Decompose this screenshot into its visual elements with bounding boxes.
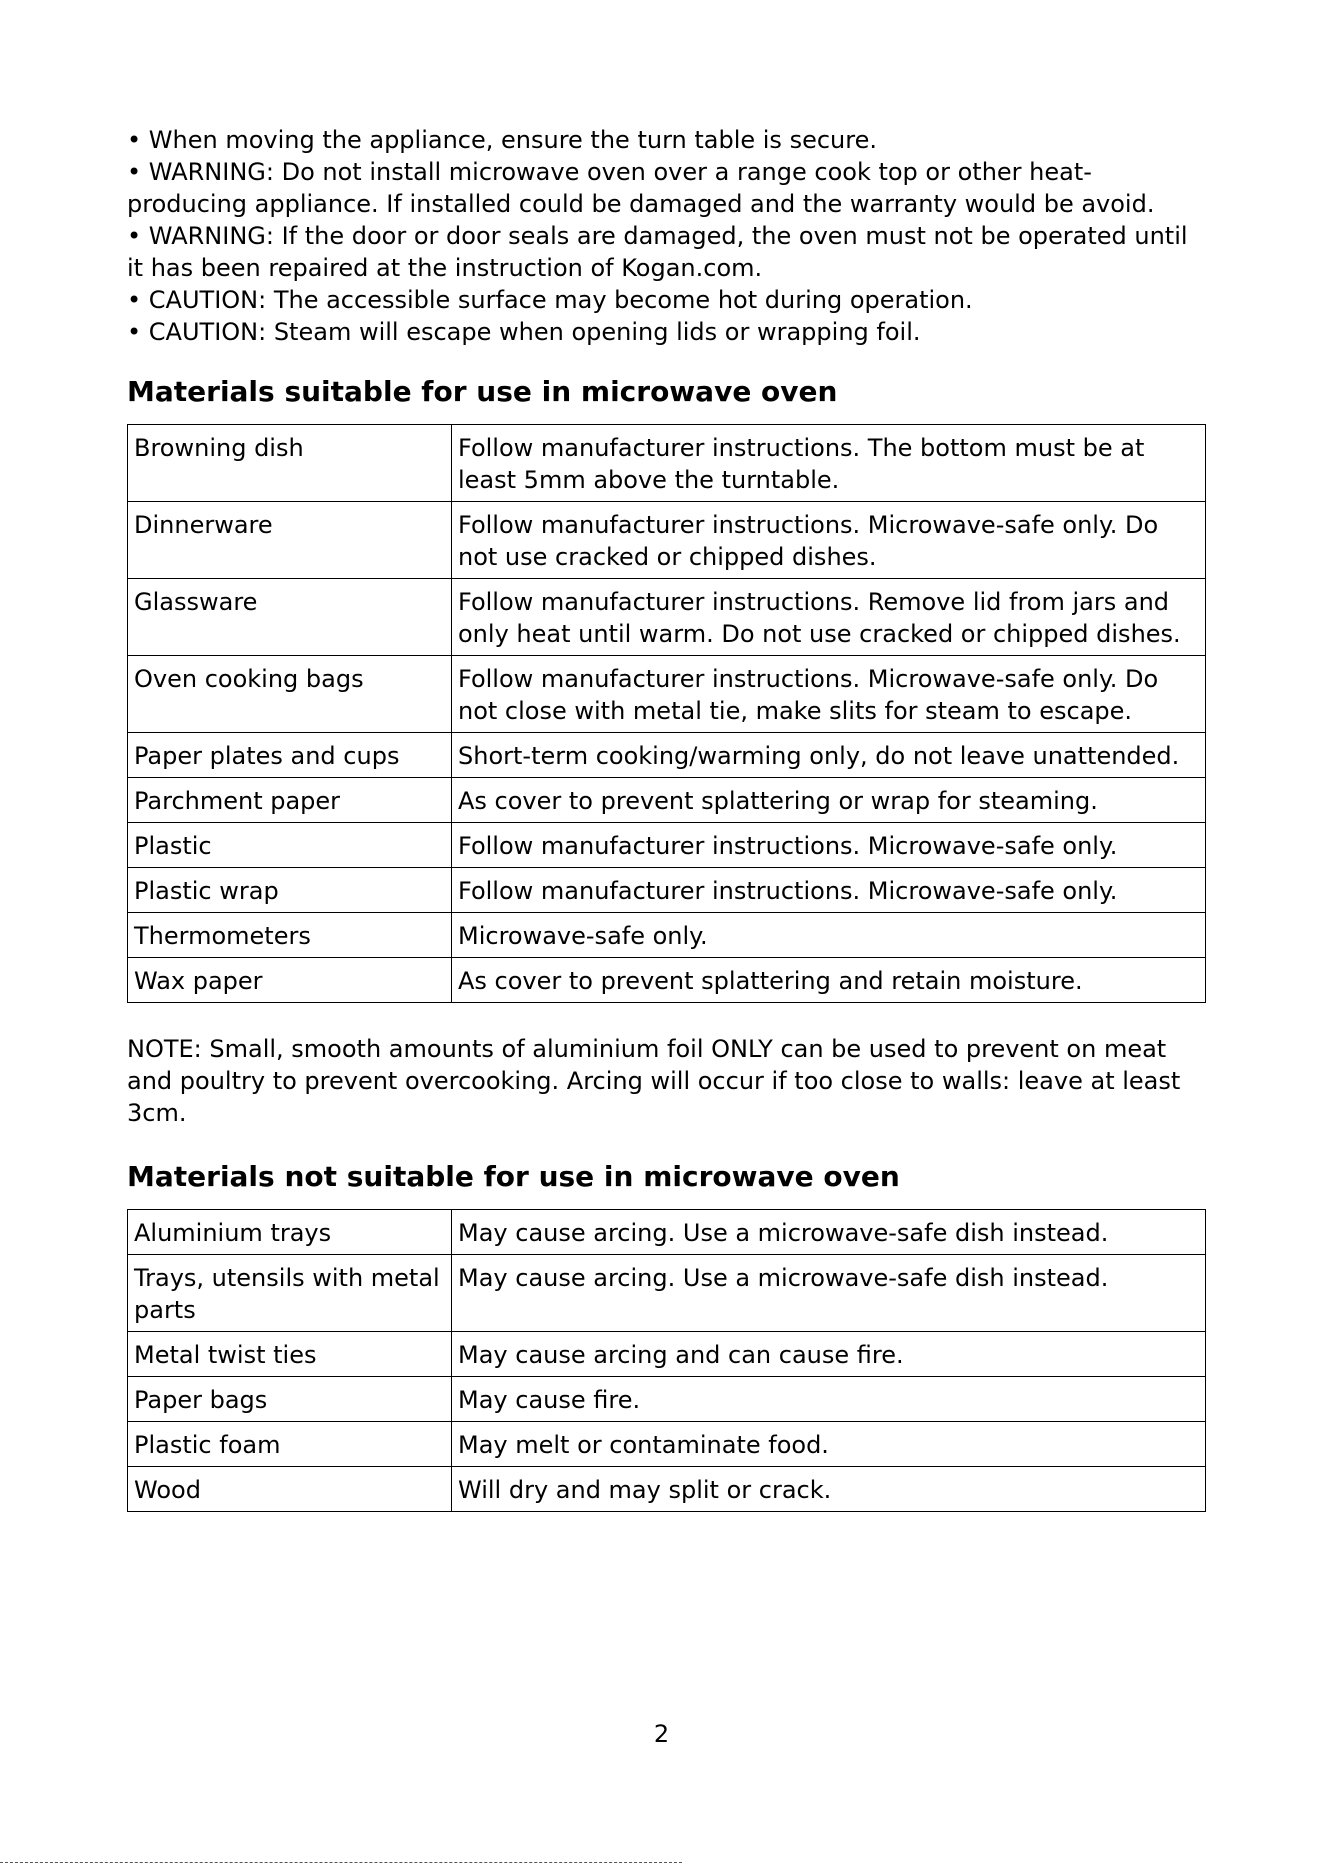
table-row: [128, 502, 1206, 579]
safety-bullet-list: [127, 124, 1205, 348]
table-row: [128, 1377, 1206, 1422]
table-row: [128, 1210, 1206, 1255]
material-guidance: As cover to prevent splattering and retain moisture.: [452, 958, 1206, 1003]
material-guidance: May cause arcing. Use a microwave-safe dish instead.: [452, 1255, 1206, 1332]
table-row: [128, 778, 1206, 823]
material-guidance: May cause arcing and can cause fire.: [452, 1332, 1206, 1377]
table-row: [128, 958, 1206, 1003]
material-guidance: Follow manufacturer instructions. Microwave-safe only. Do not use cracked or chipped dishes.: [452, 502, 1206, 579]
material-guidance: Follow manufacturer instructions. Microwave-safe only.: [452, 868, 1206, 913]
bullet-caution-surface: • CAUTION: The accessible surface may become hot during operation.: [127, 286, 973, 314]
material-name: Browning dish: [128, 425, 452, 502]
material-name: Paper plates and cups: [128, 733, 452, 778]
table-row: [128, 823, 1206, 868]
material-guidance: Follow manufacturer instructions. The bottom must be at least 5mm above the turntable.: [452, 425, 1206, 502]
material-name: Oven cooking bags: [128, 656, 452, 733]
unsuitable-materials-heading: Materials not suitable for use in microwave oven: [127, 1160, 900, 1193]
material-name: Glassware: [128, 579, 452, 656]
material-name: Plastic foam: [128, 1422, 452, 1467]
material-name: Aluminium trays: [128, 1210, 452, 1255]
material-guidance: May melt or contaminate food.: [452, 1422, 1206, 1467]
table-row: [128, 733, 1206, 778]
table-row: [128, 868, 1206, 913]
unsuitable-materials-table: [127, 1209, 1206, 1512]
material-guidance: As cover to prevent splattering or wrap for steaming.: [452, 778, 1206, 823]
material-guidance: Follow manufacturer instructions. Remove lid from jars and only heat until warm. Do not use cracked or chipped dishes.: [452, 579, 1206, 656]
page-number: 2: [653, 1720, 670, 1748]
material-name: Paper bags: [128, 1377, 452, 1422]
material-name: Thermometers: [128, 913, 452, 958]
table-row: [128, 913, 1206, 958]
table-row: [128, 1467, 1206, 1512]
material-name: Metal twist ties: [128, 1332, 452, 1377]
material-guidance: Will dry and may split or crack.: [452, 1467, 1206, 1512]
material-name: Plastic wrap: [128, 868, 452, 913]
table-row: [128, 656, 1206, 733]
table-row: [128, 425, 1206, 502]
material-name: Dinnerware: [128, 502, 452, 579]
bullet-warning-install: • WARNING: Do not install microwave oven over a range cook top or other heat-producing appliance. If installed could be damaged and the warranty would be avoid.: [127, 158, 1155, 218]
material-guidance: Short-term cooking/warming only, do not leave unattended.: [452, 733, 1206, 778]
bottom-divider: [0, 1862, 682, 1863]
suitable-materials-table: [127, 424, 1206, 1003]
material-guidance: Follow manufacturer instructions. Microwave-safe only.: [452, 823, 1206, 868]
material-name: Parchment paper: [128, 778, 452, 823]
table-row: [128, 1422, 1206, 1467]
bullet-caution-steam: • CAUTION: Steam will escape when opening lids or wrapping foil.: [127, 318, 921, 346]
material-guidance: Microwave-safe only.: [452, 913, 1206, 958]
material-guidance: May cause arcing. Use a microwave-safe dish instead.: [452, 1210, 1206, 1255]
document-page: [127, 124, 1205, 1512]
bullet-warning-door: • WARNING: If the door or door seals are damaged, the oven must not be operated until it has been repaired at the instruction of Kogan.com.: [127, 222, 1188, 282]
material-name: Wax paper: [128, 958, 452, 1003]
suitable-materials-heading: Materials suitable for use in microwave oven: [127, 375, 838, 408]
material-guidance: Follow manufacturer instructions. Microwave-safe only. Do not close with metal tie, make slits for steam to escape.: [452, 656, 1206, 733]
material-name: Wood: [128, 1467, 452, 1512]
aluminium-foil-note: NOTE: Small, smooth amounts of aluminium foil ONLY can be used to prevent on meat and poultry to prevent overcooking. Arcing will occur if too close to walls: leave at least 3cm.: [127, 1035, 1181, 1127]
material-name: Trays, utensils with metal parts: [128, 1255, 452, 1332]
bullet-turntable: • When moving the appliance, ensure the turn table is secure.: [127, 126, 877, 154]
material-name: Plastic: [128, 823, 452, 868]
material-guidance: May cause fire.: [452, 1377, 1206, 1422]
table-row: [128, 579, 1206, 656]
table-row: [128, 1255, 1206, 1332]
table-row: [128, 1332, 1206, 1377]
